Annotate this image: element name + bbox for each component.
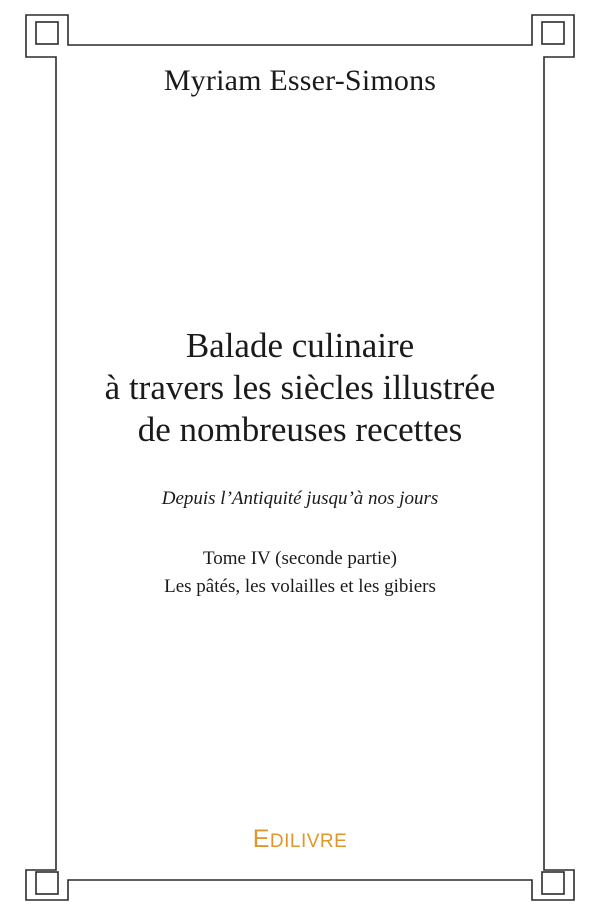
title-line: Balade culinaire [185,326,415,365]
corner-square-top-left [36,22,58,44]
title-line: à travers les siècles illustrée [104,368,496,407]
volume-topic: Les pâtés, les volailles et les gibiers [164,576,436,597]
publisher-logo [0,822,600,856]
volume-number: Tome IV (seconde partie) [202,548,398,569]
publisher-name: EDILIVRE [252,825,348,853]
book-title [0,325,600,451]
frame-border [26,15,574,900]
corner-square-bottom-left [36,872,58,894]
title-line: de nombreuses recettes [137,410,463,449]
book-author: Myriam Esser-Simons [163,64,437,97]
volume-info [0,545,600,601]
corner-square-bottom-right [542,872,564,894]
corner-square-top-right [542,22,564,44]
book-subtitle: Depuis l’Antiquité jusqu’à nos jours [161,488,439,509]
